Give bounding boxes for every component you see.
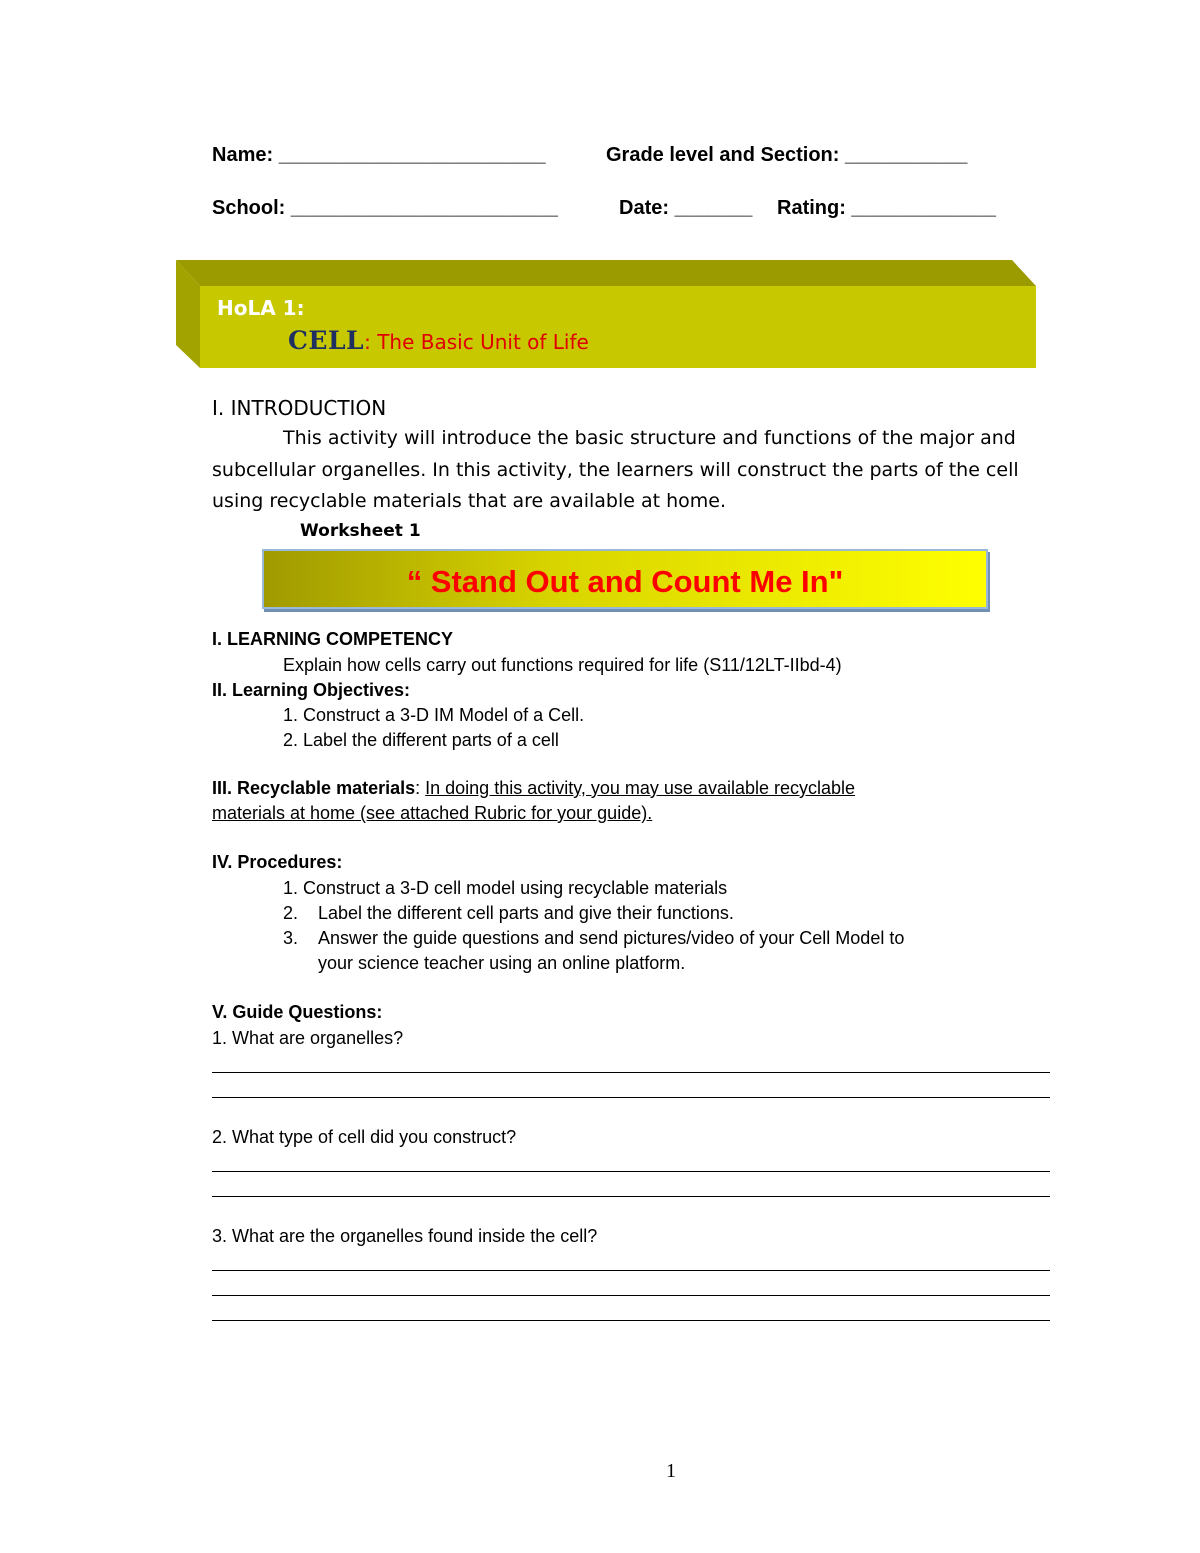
objective-item: 2. Label the different parts of a cell [283,730,559,750]
competency-heading: I. LEARNING COMPETENCY [212,629,454,649]
materials-text-2: materials at home (see attached Rubric for your guide). [212,803,653,823]
procedure-item-1: 1. Construct a 3-D cell model using recyclable materials [283,878,728,898]
banner-title [288,326,589,355]
procedure-item-3-line-1: Answer the guide questions and send pictures/video of your Cell Model to [318,928,905,948]
question-3: 3. What are the organelles found inside the cell? [212,1226,598,1246]
materials-text-1: In doing this activity, you may use available recyclable [425,778,856,798]
objectives-heading: II. Learning Objectives: [212,680,411,700]
banner-title-rest: : The Basic Unit of Life [364,330,589,354]
answer-line[interactable] [212,1196,1050,1197]
date-field-label: Date: _______ [619,197,753,219]
intro-line-2: subcellular organelles. In this activity, the learners will construct the parts of the cell [212,459,1019,481]
worksheet-label: Worksheet 1 [300,521,421,541]
answer-line[interactable] [212,1097,1050,1098]
grade-section-field-label: Grade level and Section: ___________ [606,144,968,166]
competency-text: Explain how cells carry out functions required for life (S11/12LT-IIbd-4) [283,655,842,675]
school-field-label: School: ________________________ [212,197,558,219]
intro-line-3: using recyclable materials that are available at home. [212,490,727,512]
rating-field-label: Rating: _____________ [777,197,997,219]
materials-colon: : [415,778,426,798]
banner-shape [0,0,1200,380]
materials-heading: III. Recyclable materials [212,778,416,798]
answer-line[interactable] [212,1072,1050,1073]
procedure-item-3-num: 3. [283,928,299,948]
intro-line-1: This activity will introduce the basic structure and functions of the major and [283,427,1016,449]
objective-item: 1. Construct a 3-D IM Model of a Cell. [283,705,585,725]
answer-line[interactable] [212,1270,1050,1271]
title-banner [0,0,1200,380]
question-1: 1. What are organelles? [212,1028,404,1048]
procedure-item-3-line-2: your science teacher using an online platform. [318,953,686,973]
procedures-heading: IV. Procedures: [212,852,343,872]
procedure-item-2: Label the different cell parts and give their functions. [318,903,734,923]
banner-title-word: CELL [288,326,365,355]
question-2: 2. What type of cell did you construct? [212,1127,517,1147]
procedure-item-2-num: 2. [283,903,299,923]
materials-line-1 [212,778,855,799]
worksheet-banner [262,549,988,609]
banner-subtitle: HoLA 1: [217,296,305,320]
guide-heading: V. Guide Questions: [212,1002,383,1022]
intro-heading: I. INTRODUCTION [212,396,387,420]
answer-line[interactable] [212,1295,1050,1296]
page-number: 1 [666,1460,676,1482]
answer-line[interactable] [212,1320,1050,1321]
answer-line[interactable] [212,1171,1050,1172]
worksheet-banner-text: “ Stand Out and Count Me In" [406,564,844,599]
name-field-label: Name: ________________________ [212,144,546,166]
